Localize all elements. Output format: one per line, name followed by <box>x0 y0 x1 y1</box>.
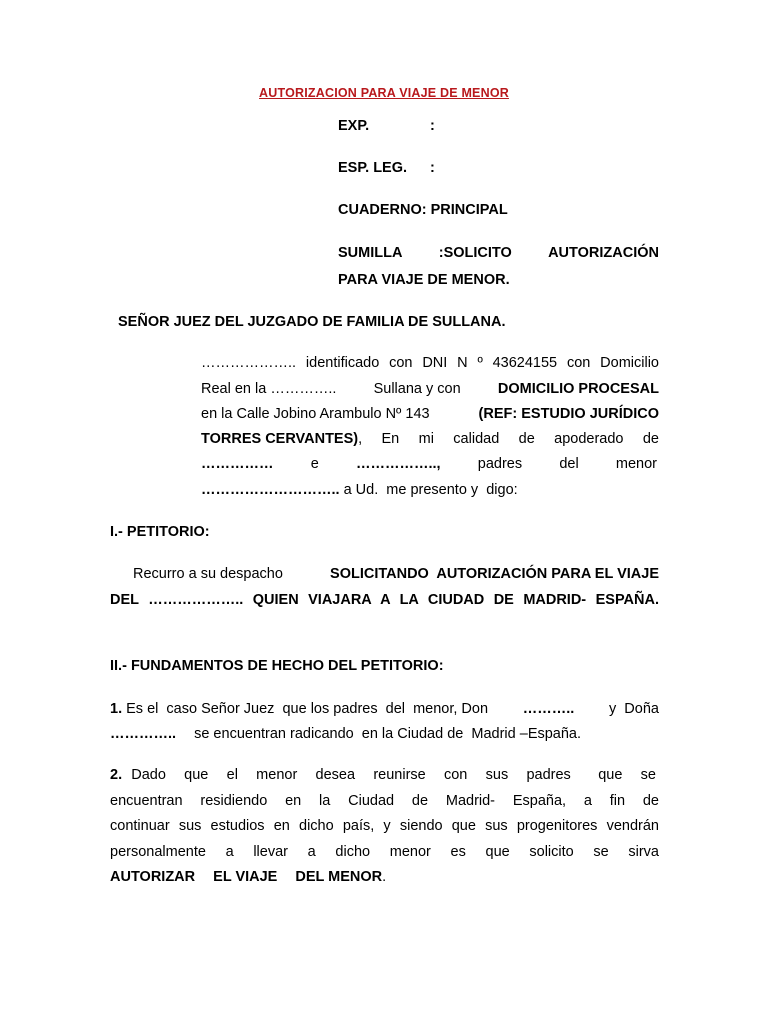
fundamento-2-line-2: encuentran residiendo en la Ciudad de Madrid- España, a fin de <box>110 793 659 809</box>
intro-l5-menor: menor <box>615 456 657 472</box>
intro-l6-dots: ……………………….. <box>201 482 340 498</box>
intro-line-3 <box>201 404 659 424</box>
exp-label: EXP. <box>338 118 370 134</box>
petitorio-heading: I.- PETITORIO: <box>110 524 210 540</box>
fundamento-2-line-1 <box>110 765 656 785</box>
sumilla-solicito: :SOLICITO <box>438 245 512 261</box>
fundamento-1-l2-rest: se encuentran radicando en la Ciudad de Madrid –España. <box>194 726 582 742</box>
intro-line-6 <box>201 480 518 500</box>
fundamento-1-line-2 <box>110 724 581 744</box>
esp-leg-colon: : <box>430 160 435 176</box>
intro-l3-b: (REF: ESTUDIO JURÍDICO <box>478 406 659 422</box>
fundamento-2-l5-b: EL VIAJE <box>213 869 278 885</box>
intro-l6-rest: a Ud. me presento y digo: <box>339 482 518 498</box>
sumilla-line-1 <box>338 243 659 263</box>
intro-l2-a: Real en la ………….. <box>201 381 337 397</box>
fundamento-2-l1: Dado que el menor desea reunirse con sus padres que se <box>131 767 656 783</box>
exp-colon: : <box>430 118 435 134</box>
sumilla-label: SUMILLA <box>338 245 403 261</box>
intro-l5-dots2: …………….., <box>355 456 441 472</box>
fundamento-2-l5-a: AUTORIZAR <box>110 869 196 885</box>
intro-l3-a: en la Calle Jobino Arambulo Nº 143 <box>201 406 430 422</box>
intro-l2-b: Sullana y con <box>373 381 461 397</box>
fundamento-1-l1-a: Es el caso Señor Juez que los padres del menor, Don <box>126 701 489 717</box>
intro-l4-b: , En mi calidad de apoderado de <box>358 431 659 447</box>
fundamento-2-line-5 <box>110 867 386 887</box>
fundamento-1-l2-dots: ………….. <box>110 726 177 742</box>
sumilla-autorizacion: AUTORIZACIÓN <box>548 245 659 261</box>
intro-line-1: ……………….. identificado con DNI N º 43624155 con Domicilio <box>201 355 659 371</box>
fundamento-2-line-3: continuar sus estudios en dicho país, y siendo que sus progenitores vendrán <box>110 818 659 834</box>
intro-l2-c: DOMICILIO PROCESAL <box>497 381 659 397</box>
intro-line-2 <box>201 379 659 399</box>
intro-line-5 <box>201 454 657 474</box>
document-title: AUTORIZACION PARA VIAJE DE MENOR <box>259 86 509 100</box>
fundamento-1-number: 1. <box>110 701 123 717</box>
intro-l5-e: e <box>310 456 319 472</box>
petitorio-line-2: DEL ……………….. QUIEN VIAJARA A LA CIUDAD DE MADRID- ESPAÑA. <box>110 592 659 608</box>
fundamento-2-number: 2. <box>110 767 123 783</box>
intro-l5-del: del <box>559 456 579 472</box>
esp-leg-label: ESP. LEG. <box>338 160 408 176</box>
fundamentos-heading: II.- FUNDAMENTOS DE HECHO DEL PETITORIO: <box>110 658 444 674</box>
intro-l5-padres: padres <box>477 456 523 472</box>
addressee: SEÑOR JUEZ DEL JUZGADO DE FAMILIA DE SULLANA. <box>118 314 506 330</box>
petitorio-l1-b: SOLICITANDO AUTORIZACIÓN PARA EL VIAJE <box>330 566 659 582</box>
intro-l5-dots1: …………… <box>201 456 274 472</box>
fundamento-2-line-4: personalmente a llevar a dicho menor es que solicito se sirva <box>110 844 659 860</box>
intro-line-4 <box>201 429 659 449</box>
fundamento-2-l5-c: DEL MENOR <box>295 869 383 885</box>
esp-leg-field <box>338 160 435 176</box>
petitorio-l1-a: Recurro a su despacho <box>133 566 283 582</box>
intro-l4-a: TORRES CERVANTES) <box>201 431 359 447</box>
fundamento-1-l1-dots: ……….. <box>522 701 575 717</box>
fundamento-2-l5-d: . <box>382 869 387 885</box>
exp-field <box>338 118 435 134</box>
petitorio-line-1 <box>133 564 659 584</box>
fundamento-1-line-1 <box>110 699 659 719</box>
sumilla-line-2: PARA VIAJE DE MENOR. <box>338 272 510 288</box>
fundamento-1-l1-b: y Doña <box>609 701 659 717</box>
cuaderno-field: CUADERNO: PRINCIPAL <box>338 202 508 218</box>
